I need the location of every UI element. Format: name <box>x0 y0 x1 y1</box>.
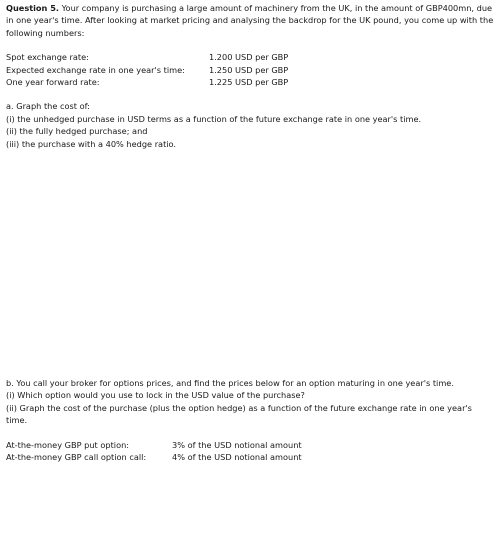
rate-value-expected: 1.250 USD per GBP <box>209 64 289 75</box>
option-value-call: 4% of the USD notional amount <box>172 452 302 463</box>
part-a-item-i: (i) the unhedged purchase in USD terms as a function of the future exchange rate in one year's time. <box>6 113 422 124</box>
part-b <box>6 377 486 463</box>
part-a-heading: a. Graph the cost of: <box>6 101 90 112</box>
part-a-item-ii: (ii) the fully hedged purchase; and <box>6 126 148 137</box>
rate-label-forward: One year forward rate: <box>6 77 100 88</box>
question-document <box>6 2 498 463</box>
options-table <box>6 439 486 464</box>
part-b-item-i: (i) Which option would you use to lock in the USD value of the purchase? <box>6 390 305 401</box>
option-label-put: At-the-money GBP put option: <box>6 439 130 450</box>
rate-value-spot: 1.200 USD per GBP <box>209 52 289 63</box>
rate-value-forward: 1.225 USD per GBP <box>209 77 289 88</box>
part-b-heading: b. You call your broker for options prices, and find the prices below for an option maturing in one year's time. <box>6 378 454 388</box>
part-a <box>6 100 498 150</box>
rate-label-expected: Expected exchange rate in one year's time: <box>6 64 185 75</box>
option-value-put: 3% of the USD notional amount <box>172 439 302 450</box>
option-label-call: At-the-money GBP call option call: <box>6 452 147 463</box>
part-b-item-ii: (ii) Graph the cost of the purchase (plus the option hedge) as a function of the future exchange rate in one year's time. <box>6 402 472 426</box>
question-label: Question 5. <box>6 3 60 13</box>
part-a-item-iii: (iii) the purchase with a 40% hedge ratio. <box>6 138 177 149</box>
question-intro-text: Your company is purchasing a large amount of machinery from the UK, in the amount of GBP400mn, due in one year's time. After looking at market pricing and analysing the backdrop for the UK pound, you come up with the following numbers: <box>6 3 494 38</box>
rate-label-spot: Spot exchange rate: <box>6 52 89 63</box>
question-intro-paragraph <box>6 2 498 39</box>
rates-table <box>6 51 498 88</box>
